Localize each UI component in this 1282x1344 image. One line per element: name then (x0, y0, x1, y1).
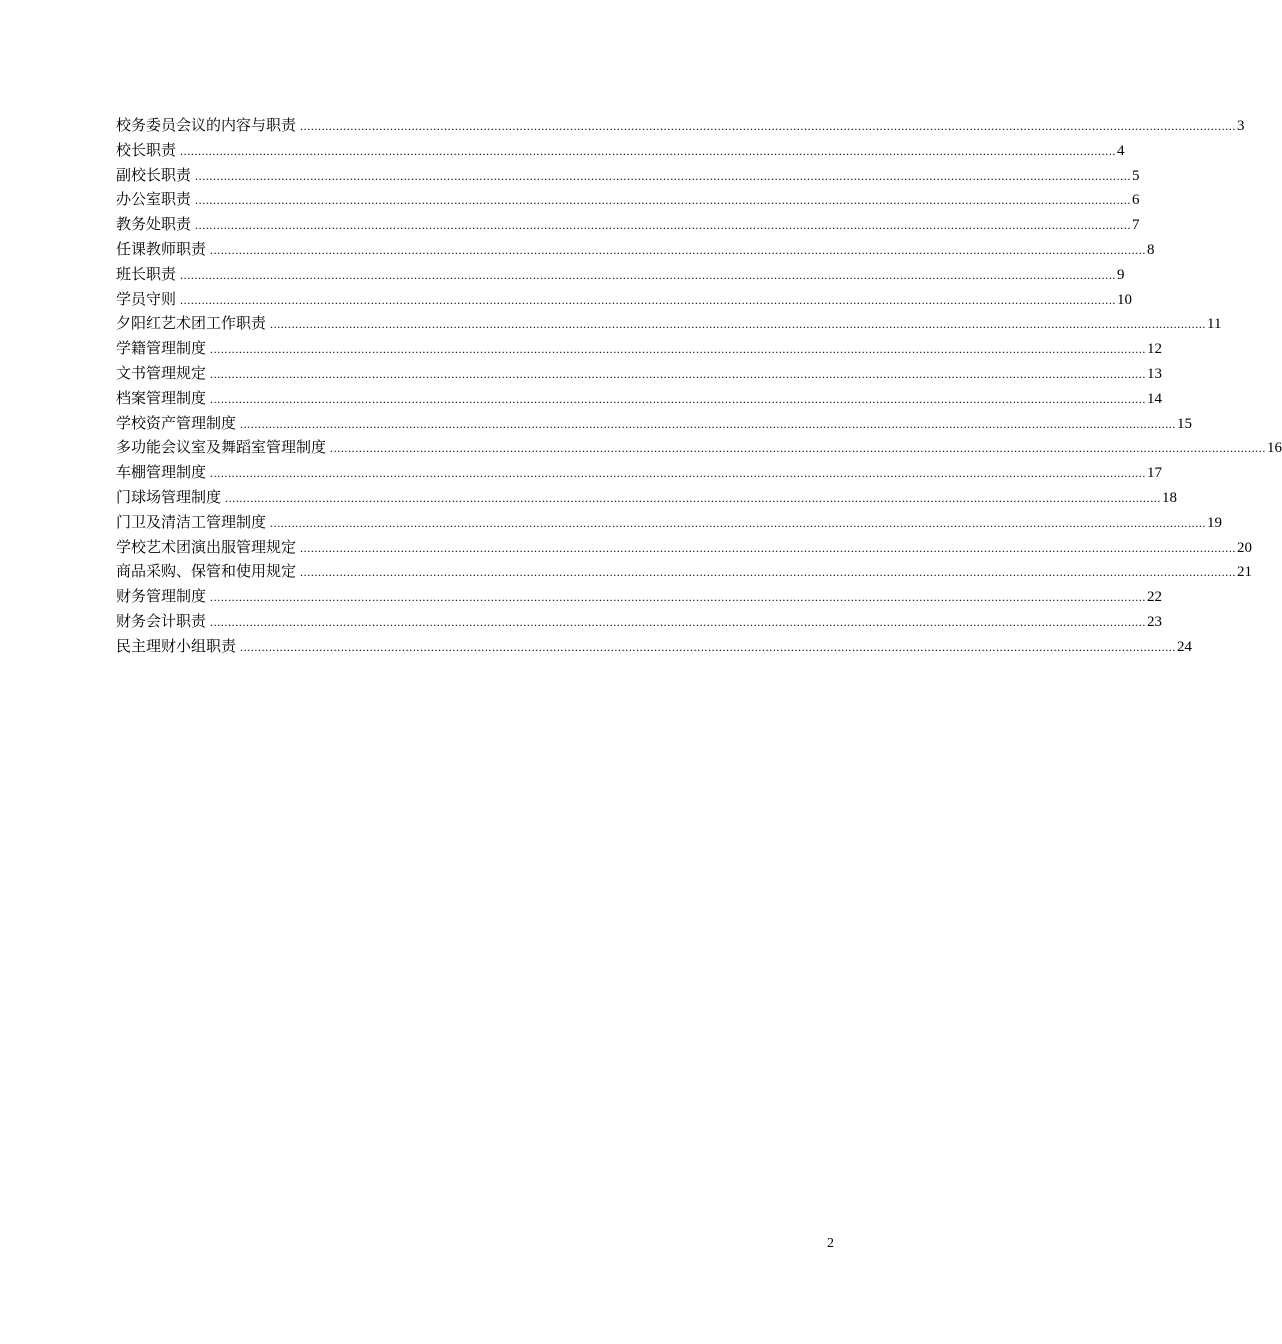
toc-dot-leader: .................................................................................................................................................................................................................................................................... (210, 391, 1147, 406)
toc-entry[interactable] (116, 361, 1163, 386)
toc-dot-leader: .................................................................................................................................................................................................................................................................... (300, 565, 1237, 580)
toc-entry-title: 多功能会议室及舞蹈室管理制度 (116, 438, 327, 457)
toc-entry-page: 6 (1132, 192, 1140, 209)
toc-dot-leader: .................................................................................................................................................................................................................................................................... (270, 515, 1207, 530)
toc-entry-title: 班长职责 (116, 264, 177, 283)
toc-entry-page: 24 (1177, 638, 1193, 655)
toc-entry-title: 门球场管理制度 (116, 487, 222, 506)
toc-dot-leader: .................................................................................................................................................................................................................................................................... (330, 441, 1267, 456)
toc-dot-leader: .................................................................................................................................................................................................................................................................... (210, 614, 1147, 629)
toc-entry-page: 17 (1147, 465, 1163, 482)
toc-entry[interactable] (116, 535, 1253, 560)
toc-dot-leader: .................................................................................................................................................................................................................................................................... (240, 416, 1177, 431)
toc-dot-leader: .................................................................................................................................................................................................................................................................... (195, 168, 1132, 183)
toc-entry-title: 财务会计职责 (116, 611, 207, 630)
toc-dot-leader: .................................................................................................................................................................................................................................................................... (180, 143, 1117, 158)
toc-dot-leader: .................................................................................................................................................................................................................................................................... (210, 242, 1147, 257)
toc-entry-page: 4 (1117, 142, 1125, 159)
toc-entry[interactable] (116, 634, 1193, 659)
toc-entry[interactable] (116, 163, 1140, 188)
toc-entry[interactable] (116, 435, 1282, 460)
toc-entry[interactable] (116, 138, 1125, 163)
toc-dot-leader: .................................................................................................................................................................................................................................................................... (180, 267, 1117, 282)
toc-entry-page: 16 (1267, 440, 1282, 457)
table-of-contents (116, 113, 1282, 659)
toc-entry[interactable] (116, 212, 1140, 237)
toc-entry-page: 8 (1147, 241, 1155, 258)
toc-dot-leader: .................................................................................................................................................................................................................................................................... (300, 540, 1237, 555)
toc-entry-page: 13 (1147, 365, 1163, 382)
toc-entry-title: 财务管理制度 (116, 587, 207, 606)
toc-entry[interactable] (116, 336, 1163, 361)
toc-dot-leader: .................................................................................................................................................................................................................................................................... (270, 317, 1207, 332)
toc-entry-title: 文书管理规定 (116, 363, 207, 382)
toc-entry[interactable] (116, 460, 1163, 485)
toc-entry-page: 23 (1147, 613, 1163, 630)
toc-entry-page: 10 (1117, 291, 1133, 308)
toc-entry-page: 5 (1132, 167, 1140, 184)
toc-entry-title: 校长职责 (116, 140, 177, 159)
toc-entry-title: 副校长职责 (116, 165, 192, 184)
toc-entry-page: 7 (1132, 217, 1140, 234)
toc-entry-title: 档案管理制度 (116, 388, 207, 407)
toc-entry[interactable] (116, 609, 1163, 634)
toc-entry[interactable] (116, 411, 1193, 436)
toc-entry-title: 学校艺术团演出服管理规定 (116, 537, 297, 556)
toc-entry-title: 学员守则 (116, 289, 177, 308)
toc-entry-title: 校务委员会议的内容与职责 (116, 116, 297, 134)
toc-entry[interactable] (116, 386, 1163, 411)
toc-entry-page: 12 (1147, 341, 1163, 358)
toc-entry[interactable] (116, 187, 1140, 212)
toc-entry-page: 19 (1207, 514, 1223, 531)
toc-entry[interactable] (116, 485, 1178, 510)
toc-entry-page: 15 (1177, 415, 1193, 432)
toc-dot-leader: .................................................................................................................................................................................................................................................................... (225, 490, 1162, 505)
toc-entry-page: 9 (1117, 266, 1125, 283)
toc-dot-leader: .................................................................................................................................................................................................................................................................... (210, 466, 1147, 481)
toc-entry-page: 21 (1237, 564, 1253, 581)
toc-entry-title: 学校资产管理制度 (116, 413, 237, 432)
toc-entry-page: 18 (1162, 489, 1178, 506)
toc-dot-leader: .................................................................................................................................................................................................................................................................... (210, 366, 1147, 381)
toc-entry[interactable] (116, 262, 1125, 287)
toc-dot-leader: .................................................................................................................................................................................................................................................................... (300, 119, 1237, 133)
toc-entry[interactable] (116, 510, 1223, 535)
toc-entry-page: 22 (1147, 589, 1163, 606)
toc-entry[interactable] (116, 287, 1133, 312)
toc-dot-leader: .................................................................................................................................................................................................................................................................... (180, 292, 1117, 307)
toc-entry-title: 夕阳红艺术团工作职责 (116, 314, 267, 333)
toc-entry-title: 学籍管理制度 (116, 339, 207, 358)
toc-entry-page: 3 (1237, 118, 1245, 134)
toc-entry[interactable] (116, 311, 1222, 336)
toc-entry-title: 门卫及清洁工管理制度 (116, 512, 267, 531)
toc-entry-title: 车棚管理制度 (116, 463, 207, 482)
toc-entry-title: 民主理财小组职责 (116, 636, 237, 655)
toc-entry-page: 20 (1237, 539, 1253, 556)
toc-entry-page: 14 (1147, 390, 1163, 407)
toc-dot-leader: .................................................................................................................................................................................................................................................................... (195, 193, 1132, 208)
toc-entry-title: 教务处职责 (116, 215, 192, 234)
toc-entry-title: 办公室职责 (116, 190, 192, 209)
toc-dot-leader: .................................................................................................................................................................................................................................................................... (195, 218, 1132, 233)
toc-entry[interactable] (116, 584, 1163, 609)
toc-dot-leader: .................................................................................................................................................................................................................................................................... (240, 639, 1177, 654)
page-number: 2 (827, 1236, 834, 1251)
toc-dot-leader: .................................................................................................................................................................................................................................................................... (210, 342, 1147, 357)
toc-entry-title: 商品采购、保管和使用规定 (116, 562, 297, 581)
toc-entry[interactable] (116, 559, 1253, 584)
toc-dot-leader: .................................................................................................................................................................................................................................................................... (210, 590, 1147, 605)
toc-entry[interactable] (116, 113, 1245, 138)
toc-entry-page: 11 (1207, 316, 1222, 333)
toc-entry[interactable] (116, 237, 1155, 262)
toc-entry-title: 任课教师职责 (116, 239, 207, 258)
